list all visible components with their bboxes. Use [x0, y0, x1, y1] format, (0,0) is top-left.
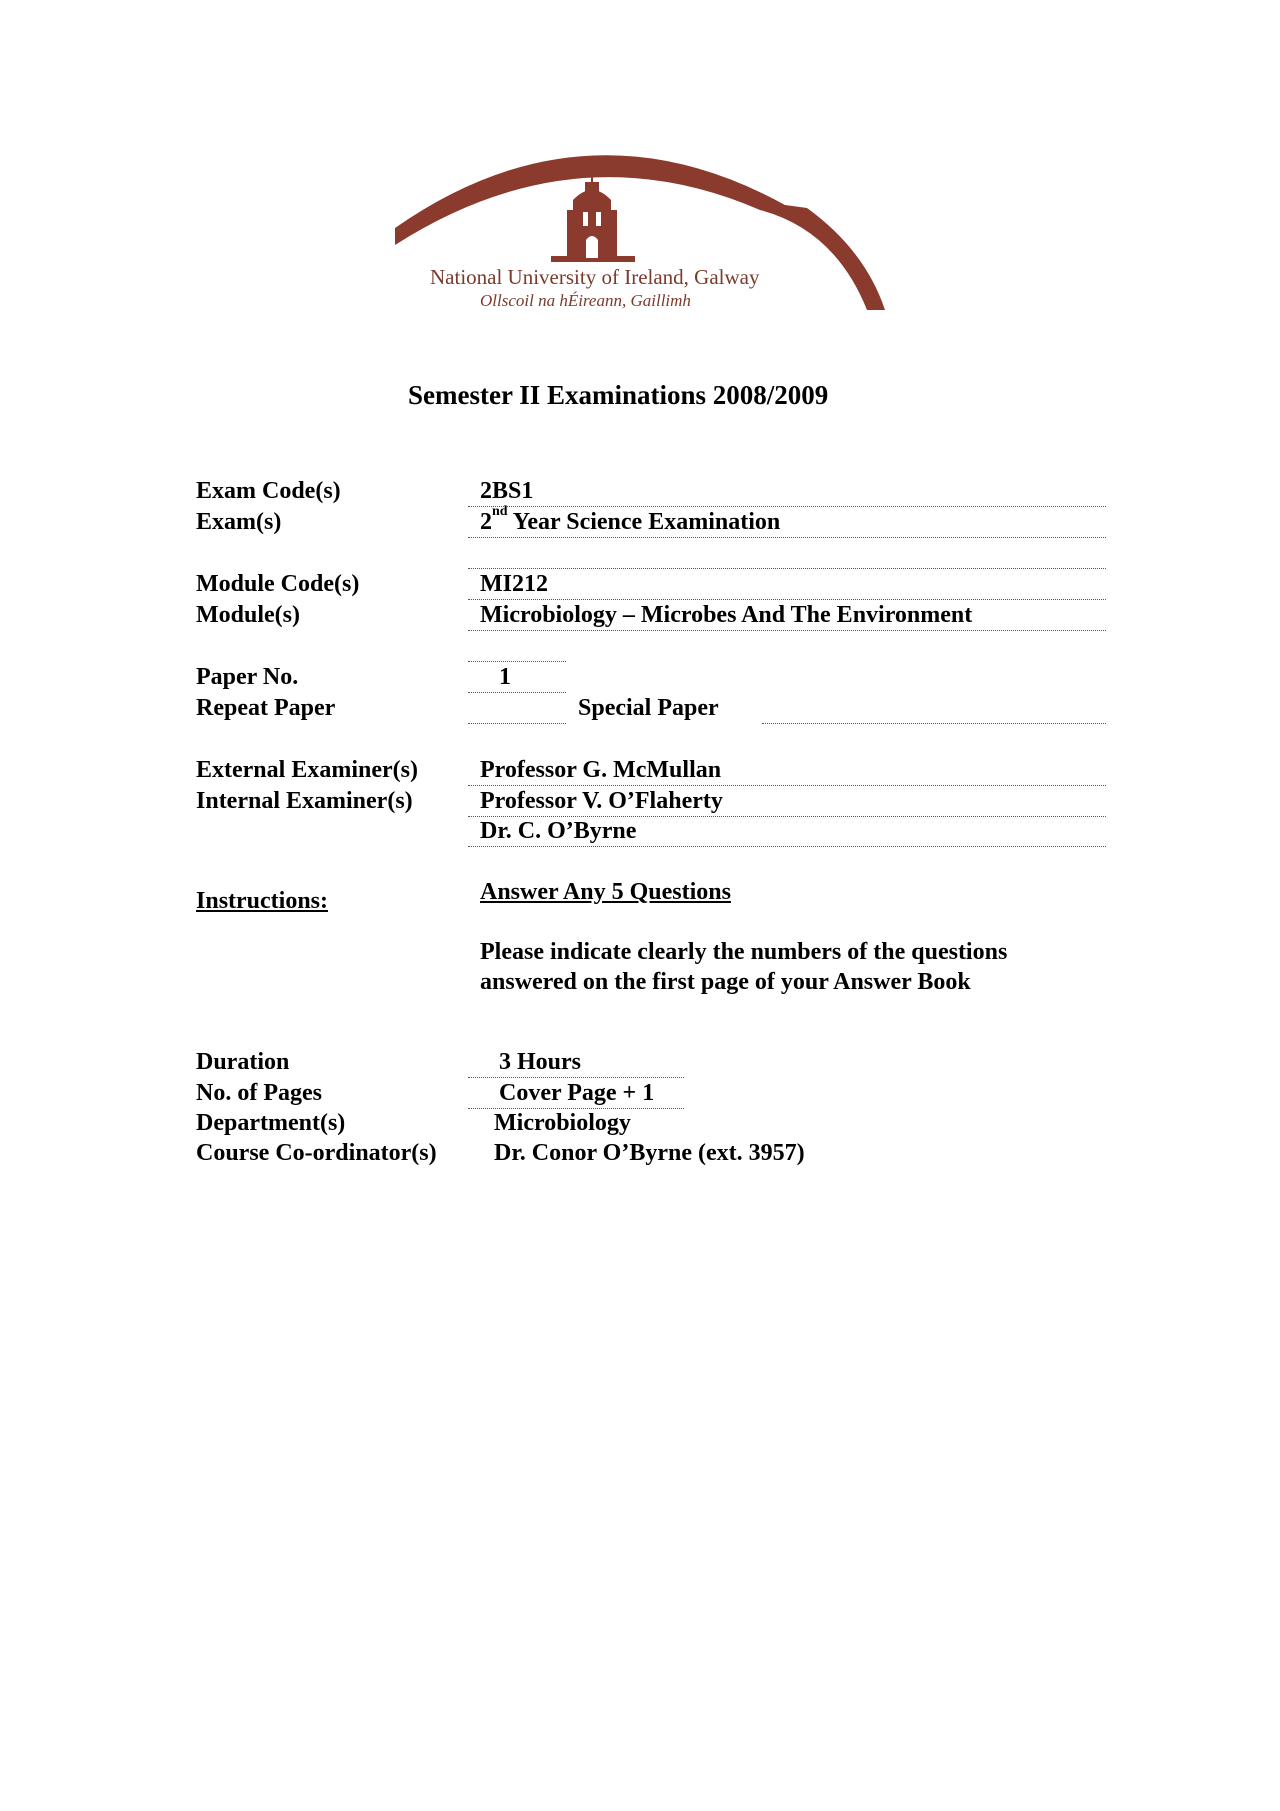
exam-year-number: 2 — [480, 509, 492, 535]
field-underline — [468, 723, 566, 724]
value-internal-examiner-2: Dr. C. O’Byrne — [480, 818, 637, 844]
label-internal-examiners: Internal Examiner(s) — [196, 788, 413, 814]
label-module-codes: Module Code(s) — [196, 571, 360, 597]
value-module: Microbiology – Microbes And The Environment — [480, 602, 973, 628]
page-title: Semester II Examinations 2008/2009 — [408, 380, 829, 410]
field-underline — [468, 692, 566, 693]
instruction-note-line-2: answered on the first page of your Answer Book — [480, 969, 971, 995]
field-underline — [468, 537, 1106, 538]
field-underline — [468, 661, 566, 662]
label-instructions: Instructions: — [196, 888, 329, 914]
label-exam-codes: Exam Code(s) — [196, 478, 341, 504]
label-modules: Module(s) — [196, 602, 300, 628]
label-course-coordinators: Course Co-ordinator(s) — [196, 1140, 437, 1166]
exam-year-suffix: nd — [492, 504, 508, 519]
field-underline — [468, 630, 1106, 631]
value-course-coordinator: Dr. Conor O’Byrne (ext. 3957) — [494, 1140, 805, 1166]
field-underline — [762, 723, 1106, 724]
logo-text-english: National University of Ireland, Galway — [430, 265, 760, 289]
label-special-paper: Special Paper — [578, 695, 719, 721]
value-paper-no: 1 — [499, 664, 511, 690]
field-underline — [468, 846, 1106, 847]
label-departments: Department(s) — [196, 1110, 346, 1136]
field-underline — [468, 568, 1106, 569]
label-paper-no: Paper No. — [196, 664, 299, 690]
value-duration: 3 Hours — [499, 1049, 582, 1075]
value-module-code: MI212 — [480, 571, 548, 597]
value-exam — [480, 504, 781, 537]
value-department: Microbiology — [494, 1110, 631, 1136]
university-logo — [395, 150, 890, 320]
value-exam-code: 2BS1 — [480, 478, 534, 504]
value-external-examiner: Professor G. McMullan — [480, 757, 722, 783]
exam-year-rest: Year Science Examination — [507, 509, 781, 535]
label-external-examiners: External Examiner(s) — [196, 757, 418, 783]
instruction-note-line-1: Please indicate clearly the numbers of the questions — [480, 939, 1008, 965]
value-no-of-pages: Cover Page + 1 — [499, 1080, 655, 1106]
instruction-main: Answer Any 5 Questions — [480, 879, 731, 905]
logo-text-irish: Ollscoil na hÉireann, Gaillimh — [480, 291, 691, 310]
value-internal-examiner-1: Professor V. O’Flaherty — [480, 788, 723, 814]
label-repeat-paper: Repeat Paper — [196, 695, 336, 721]
label-no-of-pages: No. of Pages — [196, 1080, 322, 1106]
label-duration: Duration — [196, 1049, 290, 1075]
label-exams: Exam(s) — [196, 509, 282, 535]
